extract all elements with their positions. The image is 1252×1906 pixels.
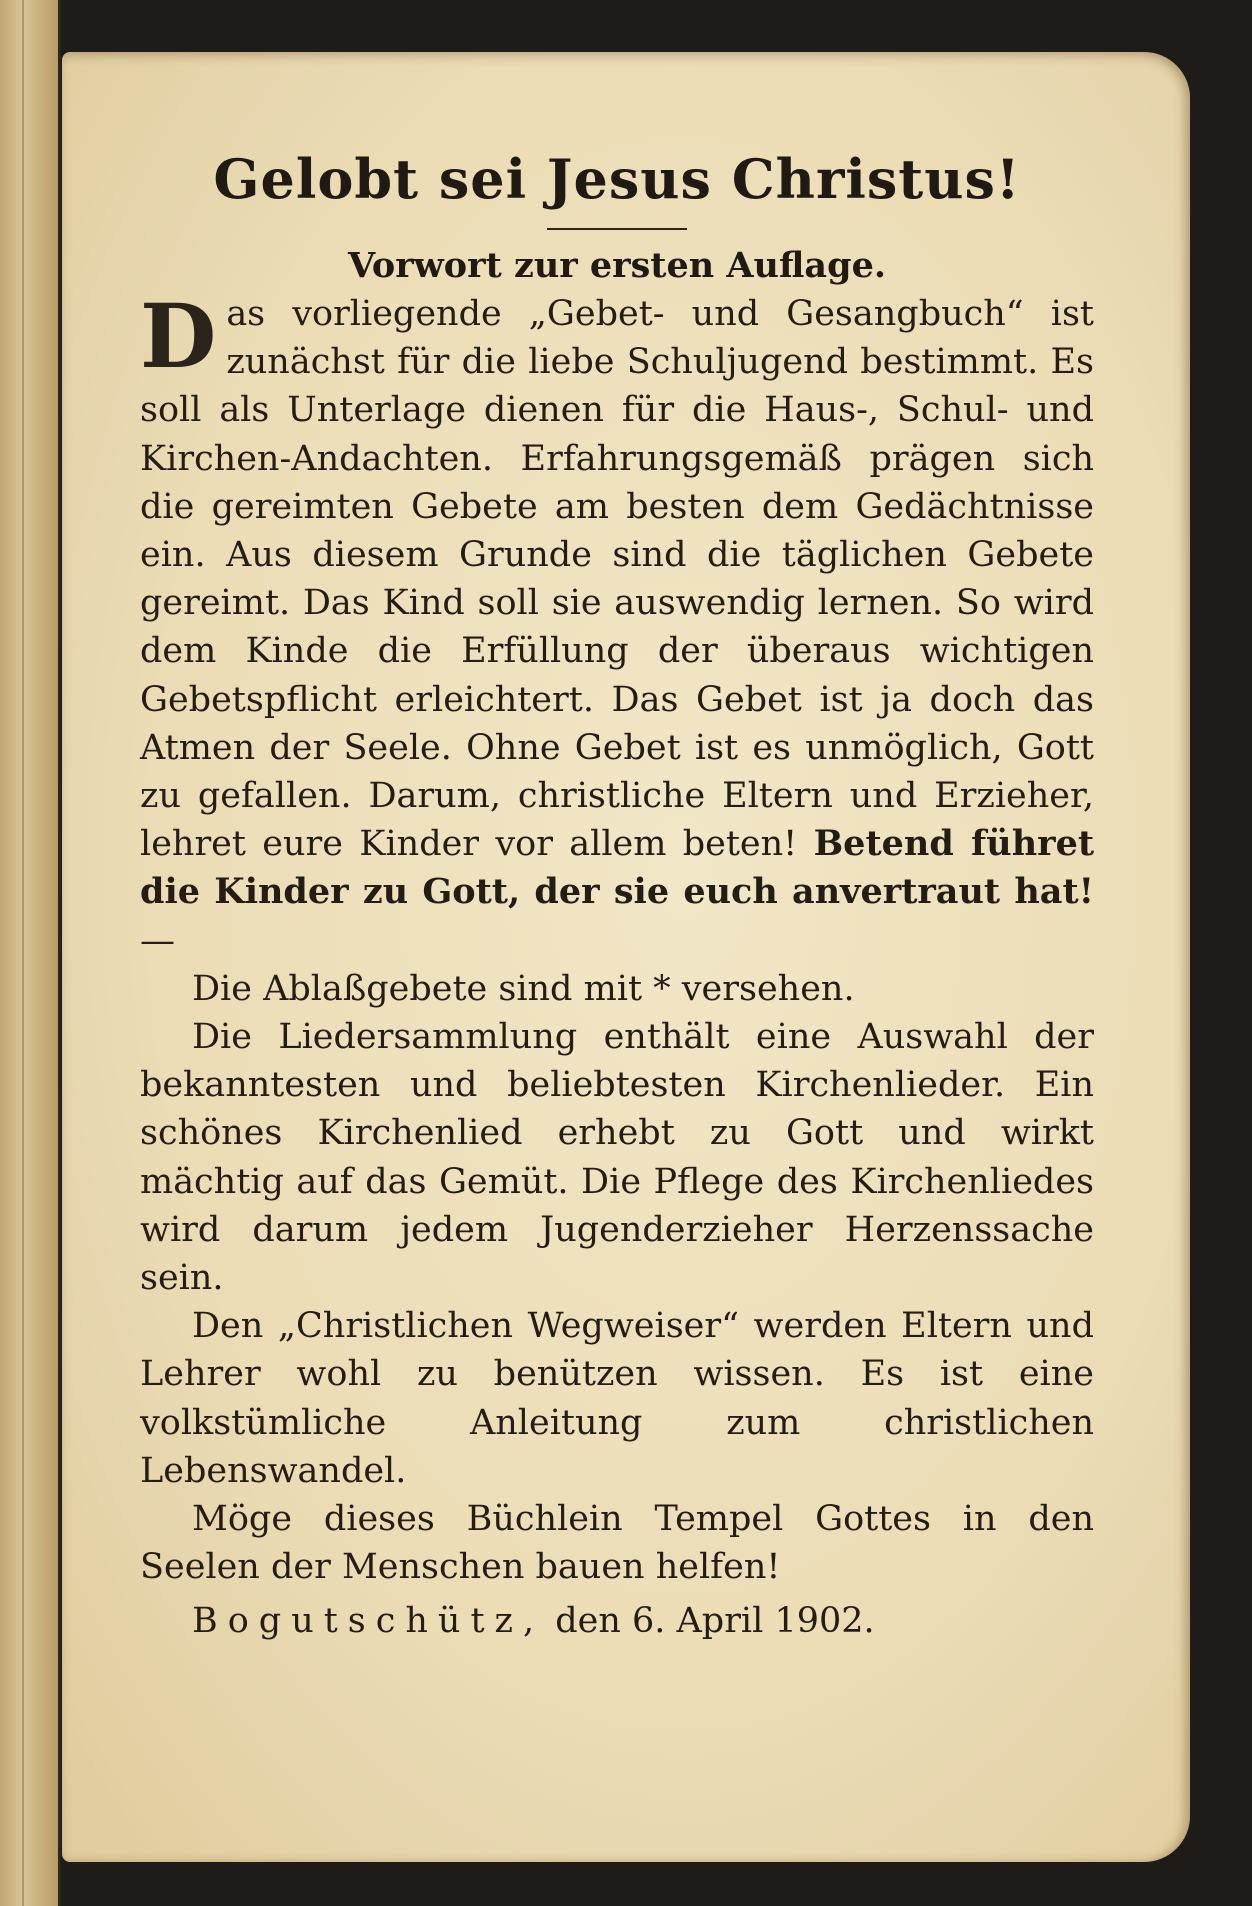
paragraph-1-text: as vorliegende „Gebet- und Gesangbuch“ ist zunächst für die liebe Schuljugend bestimmt. Es soll als Unterlage dienen für die Haus-, Schul- und Kirchen-Andachten. Erfahrungsgemäß prägen sich die gereimten Gebete am besten dem Gedächtnisse ein. Aus diesem Grunde sind die täglichen Gebete gereimt. Das Kind soll sie auswendig lernen. So wird dem Kinde die Erfüllung der überaus wichtigen Gebetspflicht erleichtert. Das Gebet ist ja doch das Atmen der Seele. Ohne Gebet ist es unmöglich, Gott zu gefallen. Darum, christliche Eltern und Erzieher, lehret eure Kinder vor allem beten! xyxy=(140,294,1094,865)
title-rule xyxy=(547,228,687,230)
paragraph-1-emphasis: Betend führet die Kinder zu Gott, der sie euch anvertraut hat! xyxy=(140,823,1095,913)
paragraph-3: Die Liedersammlung enthält eine Auswahl der bekanntesten und beliebtesten Kirchenlieder. Ein schönes Kirchenlied erhebt zu Gott und wirkt mächtig auf das Gemüt. Die Pflege des Kirchenliedes wird darum jedem Jugenderzieher Herzenssache sein. xyxy=(140,1017,1094,1299)
place-name: Bogutschütz, xyxy=(192,1601,545,1642)
drop-cap: D xyxy=(140,284,217,388)
left-page-edge xyxy=(0,0,61,1906)
page-title: Gelobt sei Jesus Christus! xyxy=(213,147,1021,211)
paragraph-4: Den „Christlichen Wegweiser“ werden Eltern und Lehrer wohl zu benützen wissen. Es ist eine volkstümliche Anleitung zum christlichen Lebenswandel. xyxy=(140,1306,1094,1491)
preface-heading: Vorwort zur ersten Auflage. xyxy=(347,245,887,286)
paragraph-2: Die Ablaßgebete sind mit * versehen. xyxy=(192,968,855,1009)
paragraph-1 xyxy=(140,284,1095,965)
paragraph-5: Möge dieses Büchlein Tempel Gottes in den Seelen der Menschen bauen helfen! xyxy=(140,1499,1094,1588)
date-text: den 6. April 1902. xyxy=(544,1601,875,1642)
place-and-date xyxy=(140,1597,1094,1645)
page-content xyxy=(140,140,1094,1645)
book-page xyxy=(62,52,1190,1862)
paragraph-1-dash: — xyxy=(140,920,175,961)
